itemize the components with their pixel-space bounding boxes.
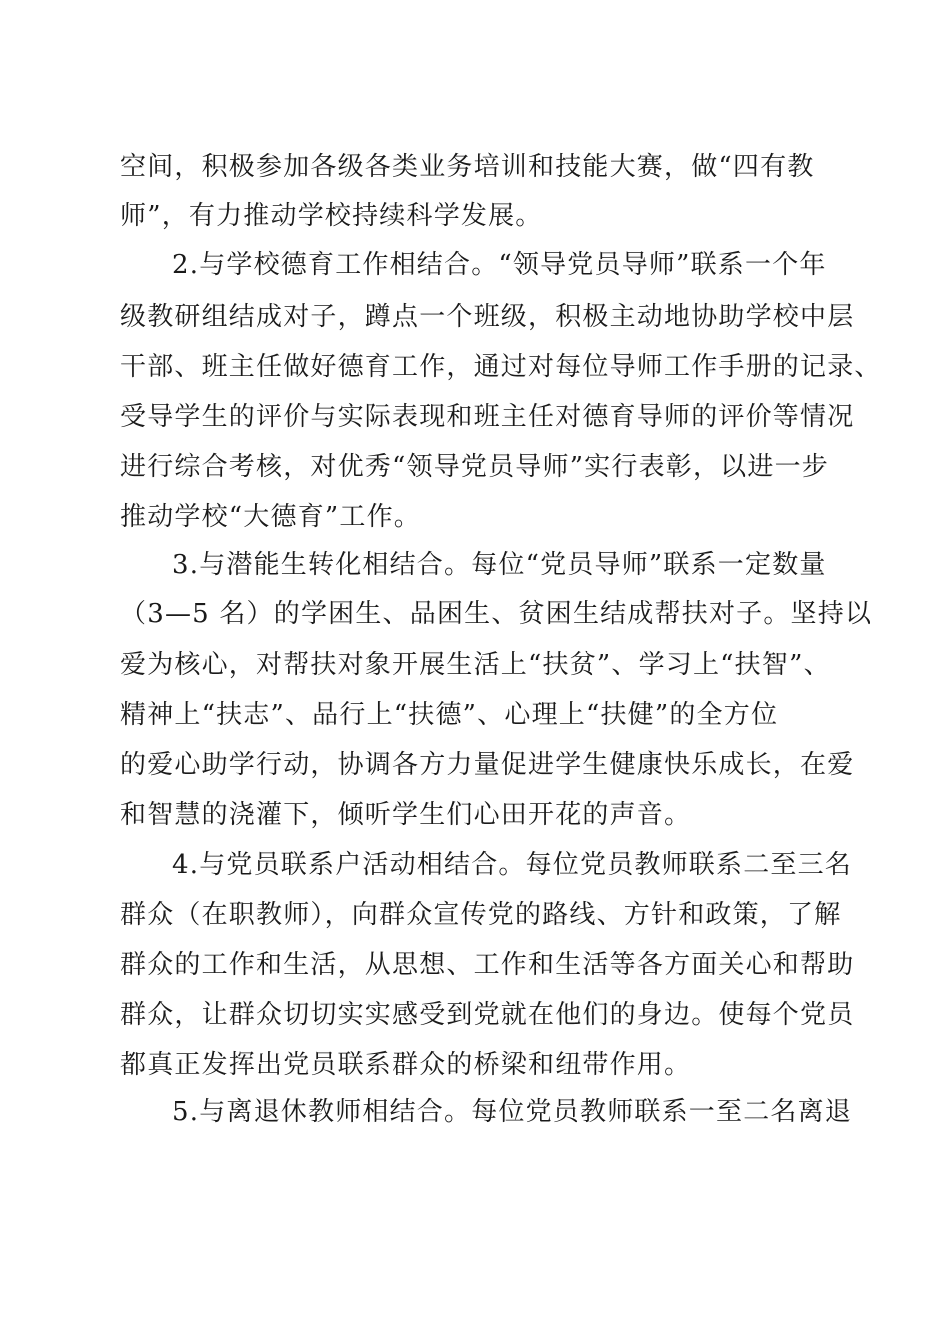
- text-line: 受导学生的评价与实际表现和班主任对德育导师的评价等情况: [120, 402, 855, 432]
- text-line: （3—5 名）的学困生、品困生、贫困生结成帮扶对子。坚持以: [120, 599, 873, 629]
- text-line: 和智慧的浇灌下，倾听学生们心田开花的声音。: [120, 800, 692, 830]
- text-line: 干部、班主任做好德育工作，通过对每位导师工作手册的记录、: [120, 352, 882, 382]
- text-line: 的爱心助学行动，协调各方力量促进学生健康快乐成长，在爱: [120, 750, 855, 780]
- text-line: 师”，有力推动学校持续科学发展。: [120, 201, 543, 231]
- text-line: 爱为核心，对帮扶对象开展生活上“扶贫”、学习上“扶智”、: [120, 650, 831, 680]
- paragraph-3-heading-line: 3.与潜能生转化相结合。每位“党员导师”联系一定数量: [172, 550, 827, 580]
- text-line: 群众，让群众切切实实感受到党就在他们的身边。使每个党员: [120, 1000, 855, 1030]
- text-line: 群众（在职教师），向群众宣传党的路线、方针和政策，了解: [120, 900, 842, 930]
- paragraph-5-heading-line: 5.与离退休教师相结合。每位党员教师联系一至二名离退: [172, 1097, 853, 1127]
- text-line: 空间，积极参加各级各类业务培训和技能大赛，做“四有教: [120, 152, 815, 182]
- paragraph-2-heading-line: 2.与学校德育工作相结合。“领导党员导师”联系一个年: [172, 250, 827, 280]
- paragraph-4-heading-line: 4.与党员联系户活动相结合。每位党员教师联系二至三名: [172, 850, 853, 880]
- text-line: 级教研组结成对子，蹲点一个班级，积极主动地协助学校中层: [120, 302, 855, 332]
- text-line: 精神上“扶志”、品行上“扶德”、心理上“扶健”的全方位: [120, 700, 779, 730]
- text-line: 群众的工作和生活，从思想、工作和生活等各方面关心和帮助: [120, 950, 855, 980]
- text-line: 都真正发挥出党员联系群众的桥梁和纽带作用。: [120, 1050, 692, 1080]
- text-line: 进行综合考核，对优秀“领导党员导师”实行表彰，以进一步: [120, 452, 829, 482]
- text-line: 推动学校“大德育”工作。: [120, 502, 421, 532]
